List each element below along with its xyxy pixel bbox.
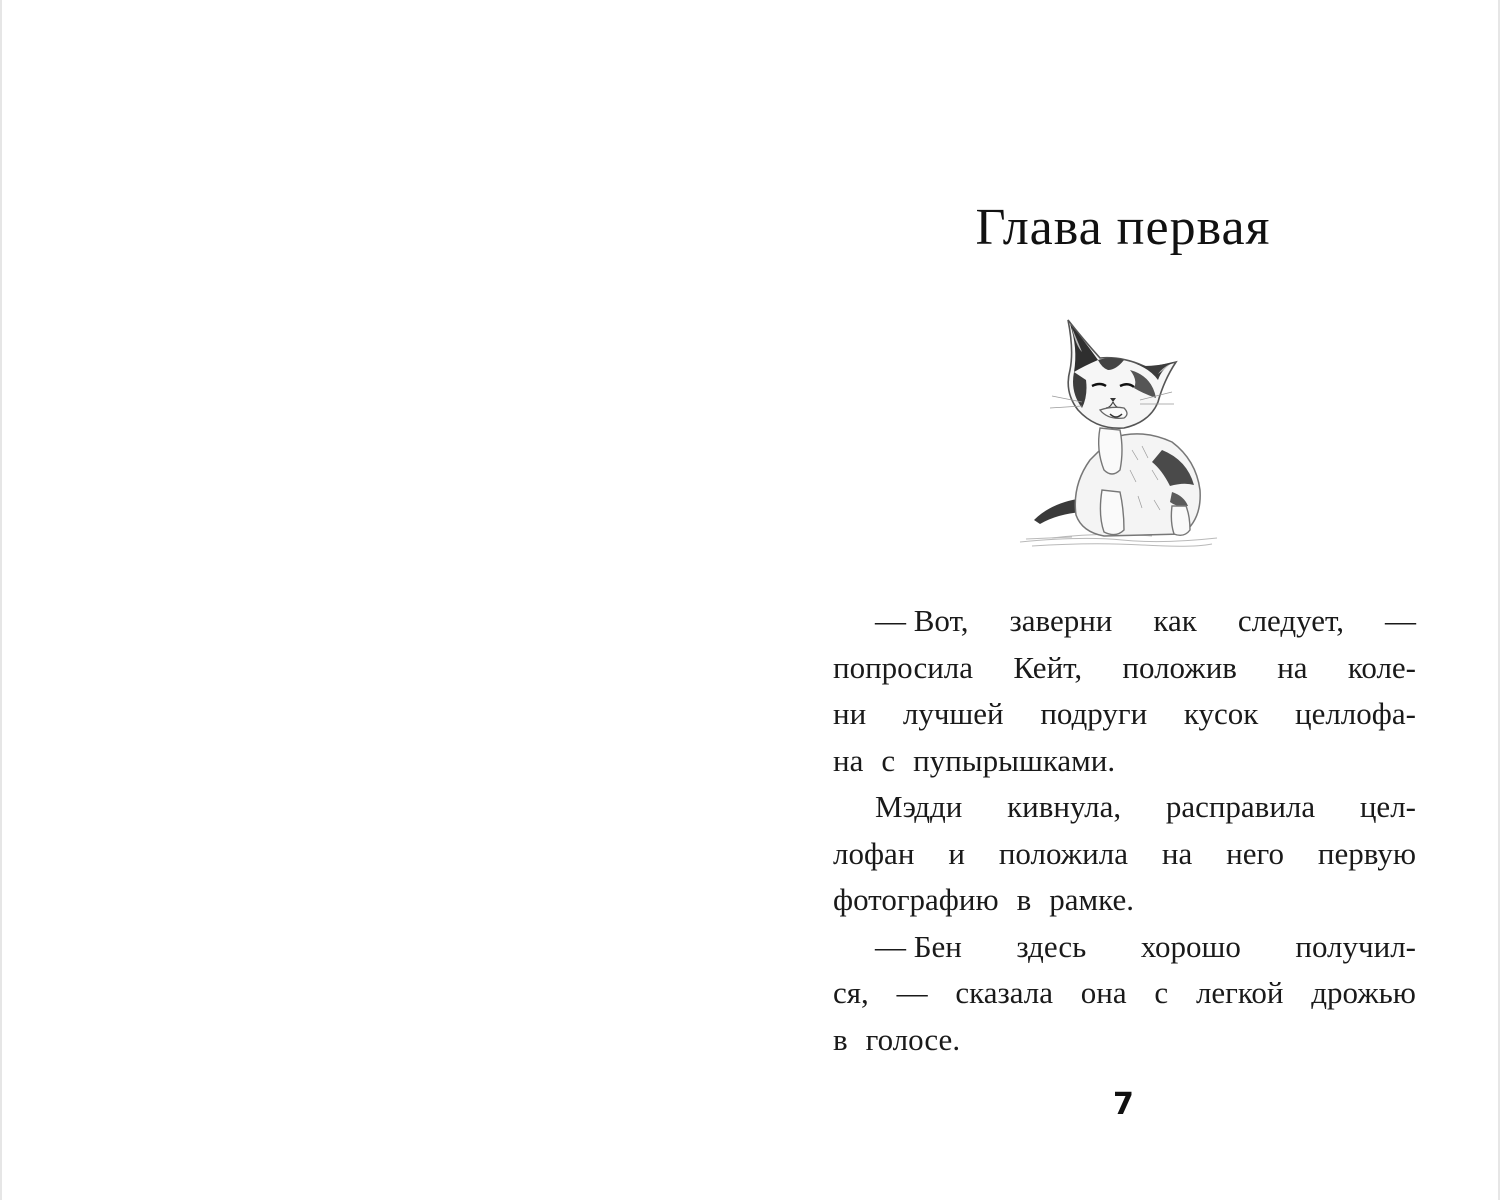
word: — bbox=[1384, 603, 1416, 638]
word: положила bbox=[998, 835, 1128, 871]
text-line bbox=[833, 691, 1416, 738]
word: следует, bbox=[1237, 603, 1344, 638]
word: с bbox=[1154, 975, 1169, 1010]
word: хорошо bbox=[1140, 928, 1241, 964]
word: здесь bbox=[1016, 928, 1087, 964]
word: дрожью bbox=[1311, 975, 1416, 1010]
word: коле- bbox=[1347, 649, 1416, 685]
word: ни bbox=[833, 696, 867, 731]
page-number: 7 bbox=[1113, 1087, 1134, 1122]
word: на bbox=[1161, 835, 1193, 871]
word: как bbox=[1153, 603, 1197, 638]
text-line bbox=[833, 831, 1416, 878]
text-line bbox=[833, 1017, 1416, 1064]
word: в bbox=[1016, 882, 1032, 917]
word: расправила bbox=[1165, 789, 1316, 824]
word: кусок bbox=[1183, 696, 1259, 731]
word: — Бен bbox=[875, 928, 962, 964]
word: положив bbox=[1122, 649, 1237, 685]
text-line bbox=[833, 970, 1416, 1017]
word: с bbox=[881, 742, 896, 778]
word: него bbox=[1226, 835, 1284, 871]
word: легкой bbox=[1195, 975, 1284, 1010]
word: целлофа- bbox=[1294, 696, 1416, 731]
word: пупырышками. bbox=[913, 742, 1116, 778]
word: в bbox=[833, 1021, 848, 1057]
text-line bbox=[833, 645, 1416, 692]
text-line bbox=[833, 924, 1416, 971]
word: фотографию bbox=[833, 882, 999, 917]
kitten-sketch-icon bbox=[1012, 310, 1232, 555]
word: Мэдди bbox=[875, 789, 963, 824]
word: заверни bbox=[1009, 603, 1113, 638]
word: и bbox=[948, 835, 965, 871]
word: первую bbox=[1317, 835, 1416, 871]
body-paragraphs bbox=[833, 598, 1416, 1063]
text-line bbox=[833, 598, 1416, 645]
word: рамке. bbox=[1049, 882, 1134, 917]
chapter-title: Глава первая bbox=[975, 199, 1271, 256]
word: — bbox=[896, 975, 928, 1010]
text-line bbox=[833, 738, 1416, 785]
text-line bbox=[833, 784, 1416, 831]
text-line bbox=[833, 877, 1416, 924]
word: попросила bbox=[833, 649, 974, 685]
word: сказала bbox=[955, 975, 1053, 1010]
word: Кейт, bbox=[1013, 649, 1083, 685]
word: подруги bbox=[1040, 696, 1148, 731]
word: голосе. bbox=[865, 1021, 961, 1057]
word: на bbox=[1277, 649, 1308, 685]
word: цел- bbox=[1359, 789, 1416, 824]
word: лучшей bbox=[902, 696, 1004, 731]
word: — Вот, bbox=[875, 603, 969, 638]
word: получил- bbox=[1295, 928, 1416, 964]
word: на bbox=[833, 742, 864, 778]
word: ся, bbox=[833, 975, 869, 1010]
word: она bbox=[1080, 975, 1127, 1010]
word: лофан bbox=[833, 835, 915, 871]
word: кивнула, bbox=[1007, 789, 1122, 824]
